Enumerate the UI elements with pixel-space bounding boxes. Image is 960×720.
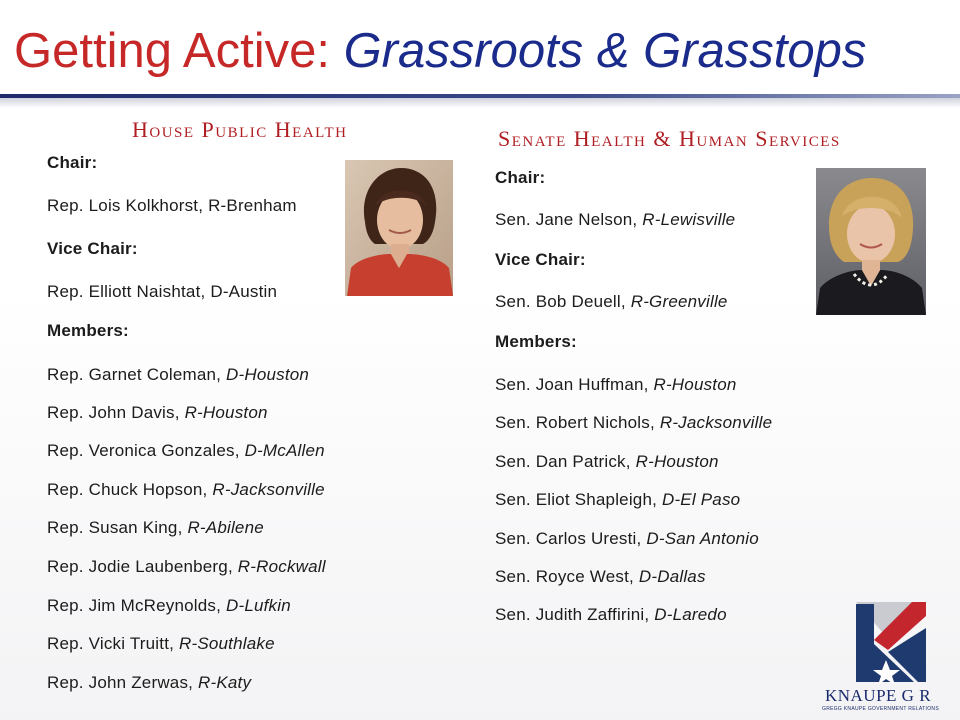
house-member [47,479,325,501]
k-star-logo-icon [822,598,934,686]
senate-member [495,489,740,511]
member-affiliation: R-Katy [198,673,252,692]
house-member [47,556,326,578]
house-member [47,364,309,386]
house-member [47,595,291,617]
member-affiliation: D-Laredo [654,605,727,624]
house-chair-label: Chair: [47,153,98,172]
member-name: Sen. Royce West, [495,567,639,586]
member-affiliation: D-McAllen [244,441,325,460]
senate-chair [495,209,735,231]
house-member [47,672,251,694]
logo-name: KNAUPE G R [824,686,932,705]
member-affiliation: D-San Antonio [646,529,759,548]
member-affiliation: R-Jacksonville [212,480,325,499]
title-part-1: Getting Active: [14,24,344,78]
house-members-label: Members: [47,321,129,340]
member-affiliation: R-Jacksonville [659,413,773,432]
senate-member [495,451,719,473]
senate-chair-label: Chair: [495,168,546,187]
member-affiliation: R-Abilene [187,518,264,537]
senate-members-label: Members: [495,332,577,351]
member-affiliation: D-Houston [226,365,310,384]
member-name: Rep. Lois Kolkhorst, [47,196,209,215]
member-affiliation: R-Houston [653,375,737,394]
member-name: Rep. Chuck Hopson, [47,480,213,499]
member-name: Sen. Bob Deuell, [495,292,631,311]
member-name: Rep. Garnet Coleman, [47,365,227,384]
house-member [47,402,268,424]
member-name: Rep. Jodie Laubenberg, [47,557,238,576]
senate-committee-heading: Senate Health & Human Services [498,126,841,151]
knaupe-logo [822,598,939,718]
house-member [47,633,275,655]
member-name: Rep. John Zerwas, [47,673,198,692]
house-chair-photo [345,160,453,296]
senate-vice-chair-label: Vice Chair: [495,250,586,269]
member-name: Rep. Jim McReynolds, [47,596,226,615]
house-vice-chair-label: Vice Chair: [47,239,138,258]
house-chair [47,195,297,217]
senate-member [495,566,706,588]
senate-member [495,412,772,434]
member-name: Sen. Robert Nichols, [495,413,660,432]
member-affiliation: R-Brenham [208,196,297,215]
member-affiliation: D-El Paso [661,490,741,509]
title-part-2: Grassroots & Grasstops [343,24,867,78]
member-name: Rep. Vicki Truitt, [47,634,179,653]
member-affiliation: R-Rockwall [237,557,326,576]
slide-title [14,22,866,80]
senate-member [495,528,759,550]
member-affiliation: R-Southlake [178,634,275,653]
member-affiliation: R-Houston [184,403,268,422]
senate-member [495,604,727,626]
senate-vice-chair [495,291,728,313]
member-name: Rep. Elliott Naishtat, [47,282,211,301]
member-affiliation: R-Lewisville [642,210,736,229]
member-affiliation: R-Greenville [630,292,728,311]
senate-chair-photo [816,168,926,315]
logo-subtitle: GREGG KNAUPE GOVERNMENT RELATIONS [822,706,939,712]
member-affiliation: D-Dallas [638,567,706,586]
member-name: Sen. Judith Zaffirini, [495,605,655,624]
house-member [47,440,325,462]
senate-member [495,374,737,396]
member-affiliation: D-Austin [210,282,278,301]
member-affiliation: R-Houston [635,452,719,471]
member-affiliation: D-Lufkin [225,596,291,615]
member-name: Sen. Jane Nelson, [495,210,643,229]
member-name: Sen. Eliot Shapleigh, [495,490,662,509]
member-name: Rep. Susan King, [47,518,188,537]
member-name: Sen. Dan Patrick, [495,452,636,471]
member-name: Sen. Carlos Uresti, [495,529,647,548]
member-name: Sen. Joan Huffman, [495,375,654,394]
member-name: Rep. Veronica Gonzales, [47,441,245,460]
house-vice-chair [47,281,277,303]
house-committee-heading: House Public Health [132,117,348,142]
house-member [47,517,264,539]
member-name: Rep. John Davis, [47,403,185,422]
title-divider-shadow [0,98,960,108]
